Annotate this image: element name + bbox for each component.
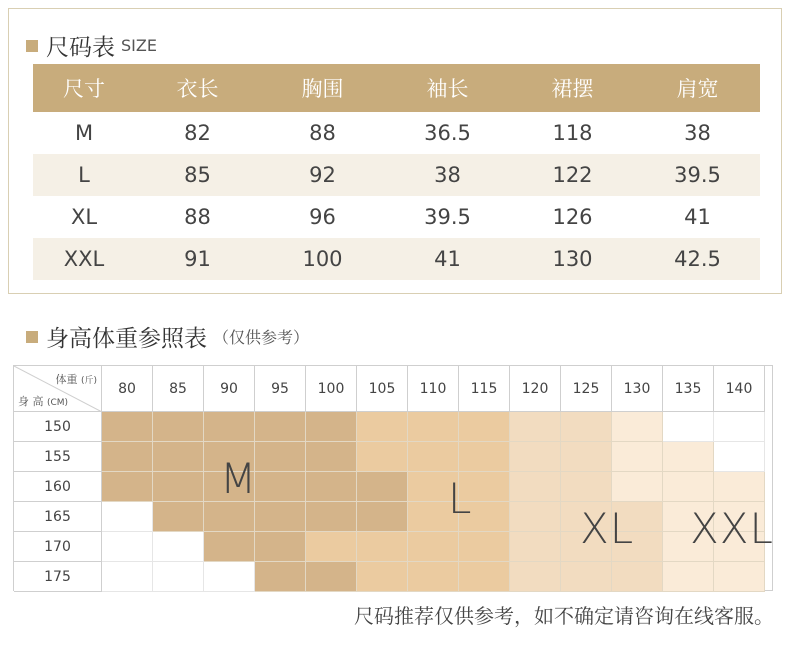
table-cell: XXL — [63, 247, 105, 271]
grid-cell-m — [153, 502, 204, 532]
weight-column-header: 135 — [663, 366, 714, 412]
grid-cell-xxl — [612, 442, 663, 472]
grid-cell-empty — [102, 532, 153, 562]
grid-cell-empty — [714, 412, 765, 442]
grid-cell-m — [153, 472, 204, 502]
height-row-header: 170 — [14, 532, 102, 562]
grid-corner-header — [14, 366, 102, 412]
grid-cell-empty — [153, 562, 204, 592]
grid-cell-m — [255, 442, 306, 472]
table-cell: 100 — [302, 247, 343, 271]
header-cell: 衣长 — [176, 77, 219, 101]
header-cell: 肩宽 — [676, 77, 719, 101]
table-cell: L — [78, 163, 90, 187]
grid-cell-empty — [663, 412, 714, 442]
grid-cell-m — [102, 412, 153, 442]
size-title: 尺码表 — [46, 35, 115, 61]
weight-column-header: 100 — [306, 366, 357, 412]
table-cell: 118 — [552, 121, 593, 145]
grid-cell-xl — [510, 562, 561, 592]
table-cell: 39.5 — [674, 163, 721, 187]
weight-column-header: 95 — [255, 366, 306, 412]
size-subtitle: SIZE — [121, 36, 157, 55]
table-cell: XL — [70, 205, 98, 229]
grid-cell-l — [357, 412, 408, 442]
height-row-header: 150 — [14, 412, 102, 442]
weight-column-header: 85 — [153, 366, 204, 412]
grid-cell-xxl — [663, 472, 714, 502]
grid-cell-l — [357, 442, 408, 472]
table-row — [33, 196, 760, 238]
weight-column-header: 90 — [204, 366, 255, 412]
table-cell: 88 — [184, 205, 211, 229]
weight-axis-label — [55, 371, 97, 387]
weight-column-header: 115 — [459, 366, 510, 412]
grid-cell-empty — [102, 562, 153, 592]
grid-cell-m — [153, 442, 204, 472]
table-cell: 85 — [184, 163, 211, 187]
grid-cell-l — [357, 562, 408, 592]
grid-cell-m — [306, 502, 357, 532]
weight-column-header: 140 — [714, 366, 765, 412]
grid-cell-xl — [510, 472, 561, 502]
header-cell: 胸围 — [301, 77, 344, 101]
grid-cell-xl — [561, 442, 612, 472]
grid-cell-m — [255, 532, 306, 562]
grid-cell-xl — [561, 562, 612, 592]
height-label: 身 高 — [18, 395, 44, 408]
grid-cell-l — [408, 562, 459, 592]
grid-cell-m — [306, 442, 357, 472]
height-axis-label — [18, 393, 68, 409]
table-cell: 126 — [552, 205, 593, 229]
chart-title: 身高体重参照表 — [46, 326, 207, 352]
grid-cell-m — [255, 562, 306, 592]
weight-label: 体重 — [55, 373, 78, 386]
size-region-label: M — [220, 454, 258, 503]
height-weight-grid — [13, 365, 773, 591]
grid-cell-m — [102, 442, 153, 472]
grid-cell-xl — [510, 412, 561, 442]
height-row-header: 175 — [14, 562, 102, 592]
grid-cell-xxl — [612, 412, 663, 442]
weight-column-header: 105 — [357, 366, 408, 412]
weight-column-header: 130 — [612, 366, 663, 412]
table-cell: 88 — [309, 121, 336, 145]
size-table — [33, 64, 760, 280]
grid-cell-l — [306, 532, 357, 562]
grid-cell-empty — [153, 532, 204, 562]
grid-cell-m — [204, 532, 255, 562]
grid-cell-l — [459, 442, 510, 472]
grid-cell-xxl — [612, 472, 663, 502]
grid-cell-m — [153, 412, 204, 442]
table-row — [33, 112, 760, 154]
grid-cell-m — [102, 472, 153, 502]
title-bullet-icon — [26, 331, 38, 343]
grid-cell-xxl — [714, 472, 765, 502]
height-row-header: 160 — [14, 472, 102, 502]
table-cell: 38 — [434, 163, 461, 187]
chart-section-title — [26, 320, 309, 353]
table-cell: 130 — [552, 247, 593, 271]
grid-cell-l — [357, 532, 408, 562]
header-cell: 尺寸 — [63, 77, 105, 101]
footnote-text: 尺码推荐仅供参考，如不确定请咨询在线客服。 — [354, 604, 774, 628]
weight-unit: (斤) — [80, 376, 97, 386]
grid-cell-xxl — [714, 562, 765, 592]
table-cell: 122 — [552, 163, 593, 187]
table-cell: 92 — [309, 163, 336, 187]
grid-cell-m — [306, 412, 357, 442]
grid-cell-empty — [204, 562, 255, 592]
table-cell: 39.5 — [424, 205, 471, 229]
table-cell: 96 — [309, 205, 336, 229]
grid-cell-m — [306, 472, 357, 502]
table-cell: M — [74, 121, 94, 145]
grid-cell-xl — [561, 412, 612, 442]
size-region-label: XXL — [690, 504, 774, 553]
grid-cell-xl — [510, 442, 561, 472]
height-unit: (CM) — [47, 398, 69, 408]
grid-cell-xxl — [663, 562, 714, 592]
grid-cell-m — [255, 502, 306, 532]
size-table-header — [33, 64, 760, 112]
weight-column-header: 110 — [408, 366, 459, 412]
table-cell: 36.5 — [424, 121, 471, 145]
size-region-label: XL — [580, 504, 635, 553]
grid-cell-xl — [612, 562, 663, 592]
table-cell: 42.5 — [674, 247, 721, 271]
height-row-header: 165 — [14, 502, 102, 532]
grid-cell-l — [459, 412, 510, 442]
grid-cell-m — [357, 502, 408, 532]
grid-cell-xl — [510, 502, 561, 532]
weight-column-header: 125 — [561, 366, 612, 412]
table-cell: 41 — [434, 247, 461, 271]
grid-cell-l — [459, 562, 510, 592]
weight-column-header: 80 — [102, 366, 153, 412]
height-row-header: 155 — [14, 442, 102, 472]
grid-cell-xl — [561, 472, 612, 502]
grid-cell-xxl — [663, 442, 714, 472]
grid-cell-l — [408, 532, 459, 562]
size-table-panel — [8, 8, 782, 294]
weight-column-header: 120 — [510, 366, 561, 412]
table-row — [33, 238, 760, 280]
grid-cell-m — [255, 472, 306, 502]
grid-cell-m — [357, 472, 408, 502]
grid-cell-xl — [510, 532, 561, 562]
table-cell: 91 — [184, 247, 211, 271]
title-bullet-icon — [26, 40, 38, 52]
grid-cell-m — [255, 412, 306, 442]
table-row — [33, 154, 760, 196]
height-weight-chart — [13, 365, 773, 591]
table-cell: 41 — [684, 205, 711, 229]
grid-cell-m — [306, 562, 357, 592]
grid-cell-l — [408, 442, 459, 472]
grid-cell-m — [204, 412, 255, 442]
grid-cell-l — [408, 412, 459, 442]
header-cell: 裙摆 — [551, 77, 594, 101]
size-section-title — [26, 29, 157, 62]
size-region-label: L — [448, 474, 473, 523]
header-cell: 袖长 — [426, 77, 469, 101]
grid-cell-empty — [714, 442, 765, 472]
table-cell: 82 — [184, 121, 211, 145]
table-cell: 38 — [684, 121, 711, 145]
grid-cell-empty — [102, 502, 153, 532]
grid-cell-l — [459, 532, 510, 562]
chart-subtitle: （仅供参考） — [213, 328, 310, 347]
grid-cell-m — [204, 502, 255, 532]
